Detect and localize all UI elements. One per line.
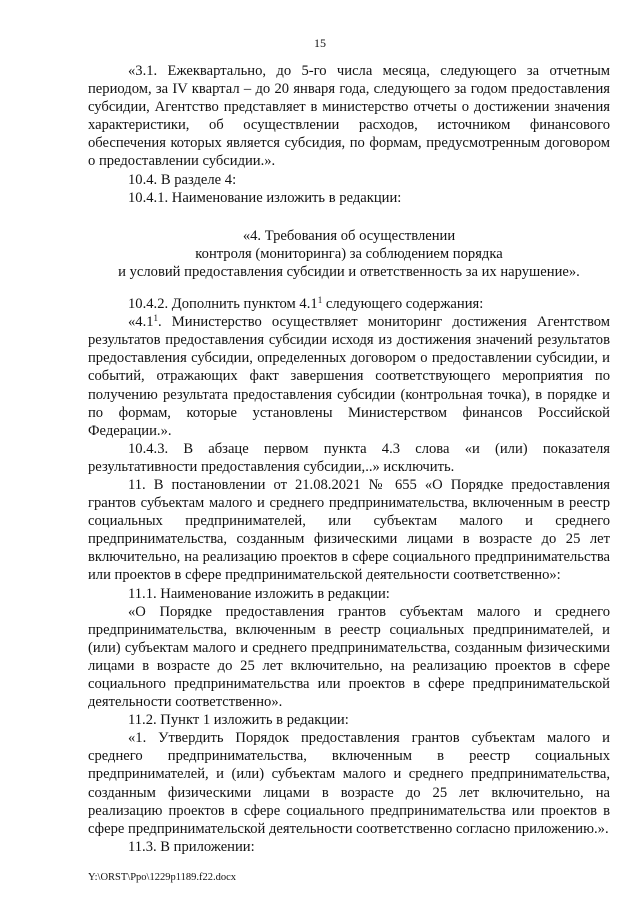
superscript: 1 (153, 313, 159, 324)
file-path-footer: Y:\ORST\Ppo\1229p1189.f22.docx (88, 872, 236, 883)
superscript: 1 (317, 295, 323, 306)
paragraph-11-2: 11.2. Пункт 1 изложить в редакции: (128, 712, 349, 729)
document-body (88, 62, 610, 856)
paragraph-text: следующего содержания: (322, 296, 484, 313)
paragraph-quote-title: «О Порядке предоставления грантов субъектам малого и среднего предпринимательства, включенным в реестр социальных предпринимателей, и (или) субъектам малого и среднего предпринимательства, созданным физическими лицами в возрасте до 25 лет включительно, на реализацию проектов в сфере социального предпринимательства или проектов в сфере предпринимательской деятельности соответственно». (88, 603, 610, 711)
section-heading (88, 227, 610, 281)
paragraph-11-1: 11.1. Наименование изложить в редакции: (128, 585, 390, 602)
page-number: 15 (314, 36, 326, 50)
heading-line: контроля (мониторинга) за соблюдением порядка (195, 245, 503, 262)
paragraph-text: «4.1 (128, 314, 154, 331)
heading-line: и условий предоставления субсидии и ответственность за их нарушение». (118, 263, 580, 280)
paragraph-10-4-2 (88, 295, 610, 313)
paragraph-quote-item-1: «1. Утвердить Порядок предоставления грантов субъектам малого и среднего предпринимательства, включенным в реестр социальных предпринимателей, и (или) субъектам малого и среднего предпринимательства, созданным физическими лицами в возрасте до 25 лет включительно, на реализацию проектов в сфере социального предпринимательства или проектов в сфере предпринимательской деятельности соответственно согласно приложению.». (88, 730, 610, 837)
paragraph-10-4-1: 10.4.1. Наименование изложить в редакции: (128, 189, 402, 206)
heading-line: «4. Требования об осуществлении (242, 227, 456, 244)
paragraph-3-1: «3.1. Ежеквартально, до 5-го числа месяца, следующего за отчетным периодом, за IV квартал – до 20 января года, следующего за годом предоставления субсидии, Агентство представляет в министерство отчеты о достижении значения характеристики, об осуществлении расходов, источником финансового обеспечения которых является субсидия, по формам, предусмотренным договором о предоставлении субсидии.». (88, 63, 610, 170)
paragraph-4-1-1 (88, 313, 610, 440)
paragraph-text: 10.4.2. Дополнить пунктом 4.1 (128, 296, 318, 313)
paragraph-10-4: 10.4. В разделе 4: (128, 171, 237, 188)
paragraph-11: 11. В постановлении от 21.08.2021 № 655 «О Порядке предоставления грантов субъектам малого и среднего предпринимательства, включенным в реестр социальных предпринимателей, или субъектам малого и среднего предпринимательства, созданным физическими лицами в возрасте до 25 лет включительно, на реализацию проектов в сфере социального предпринимательства или проектов в сфере предпринимательской деятельности соответственно»: (88, 476, 610, 584)
paragraph-11-3: 11.3. В приложении: (128, 838, 255, 855)
paragraph-text: . Министерство осуществляет мониторинг достижения Агентством результатов предоставления субсидии исходя из достижения значений результатов предоставления субсидии, определенных договором о предоставлении субсидии, и событий, отражающих факт завершения соответствующего мероприятия по получению результата предоставления субсидии (контрольная точка), в порядке и по формам, которые установлены Министерством финансов Российской Федерации.». (88, 314, 610, 439)
paragraph-10-4-3: 10.4.3. В абзаце первом пункта 4.3 слова «и (или) показателя результативности предоставления субсидии,..» исключить. (88, 440, 610, 475)
